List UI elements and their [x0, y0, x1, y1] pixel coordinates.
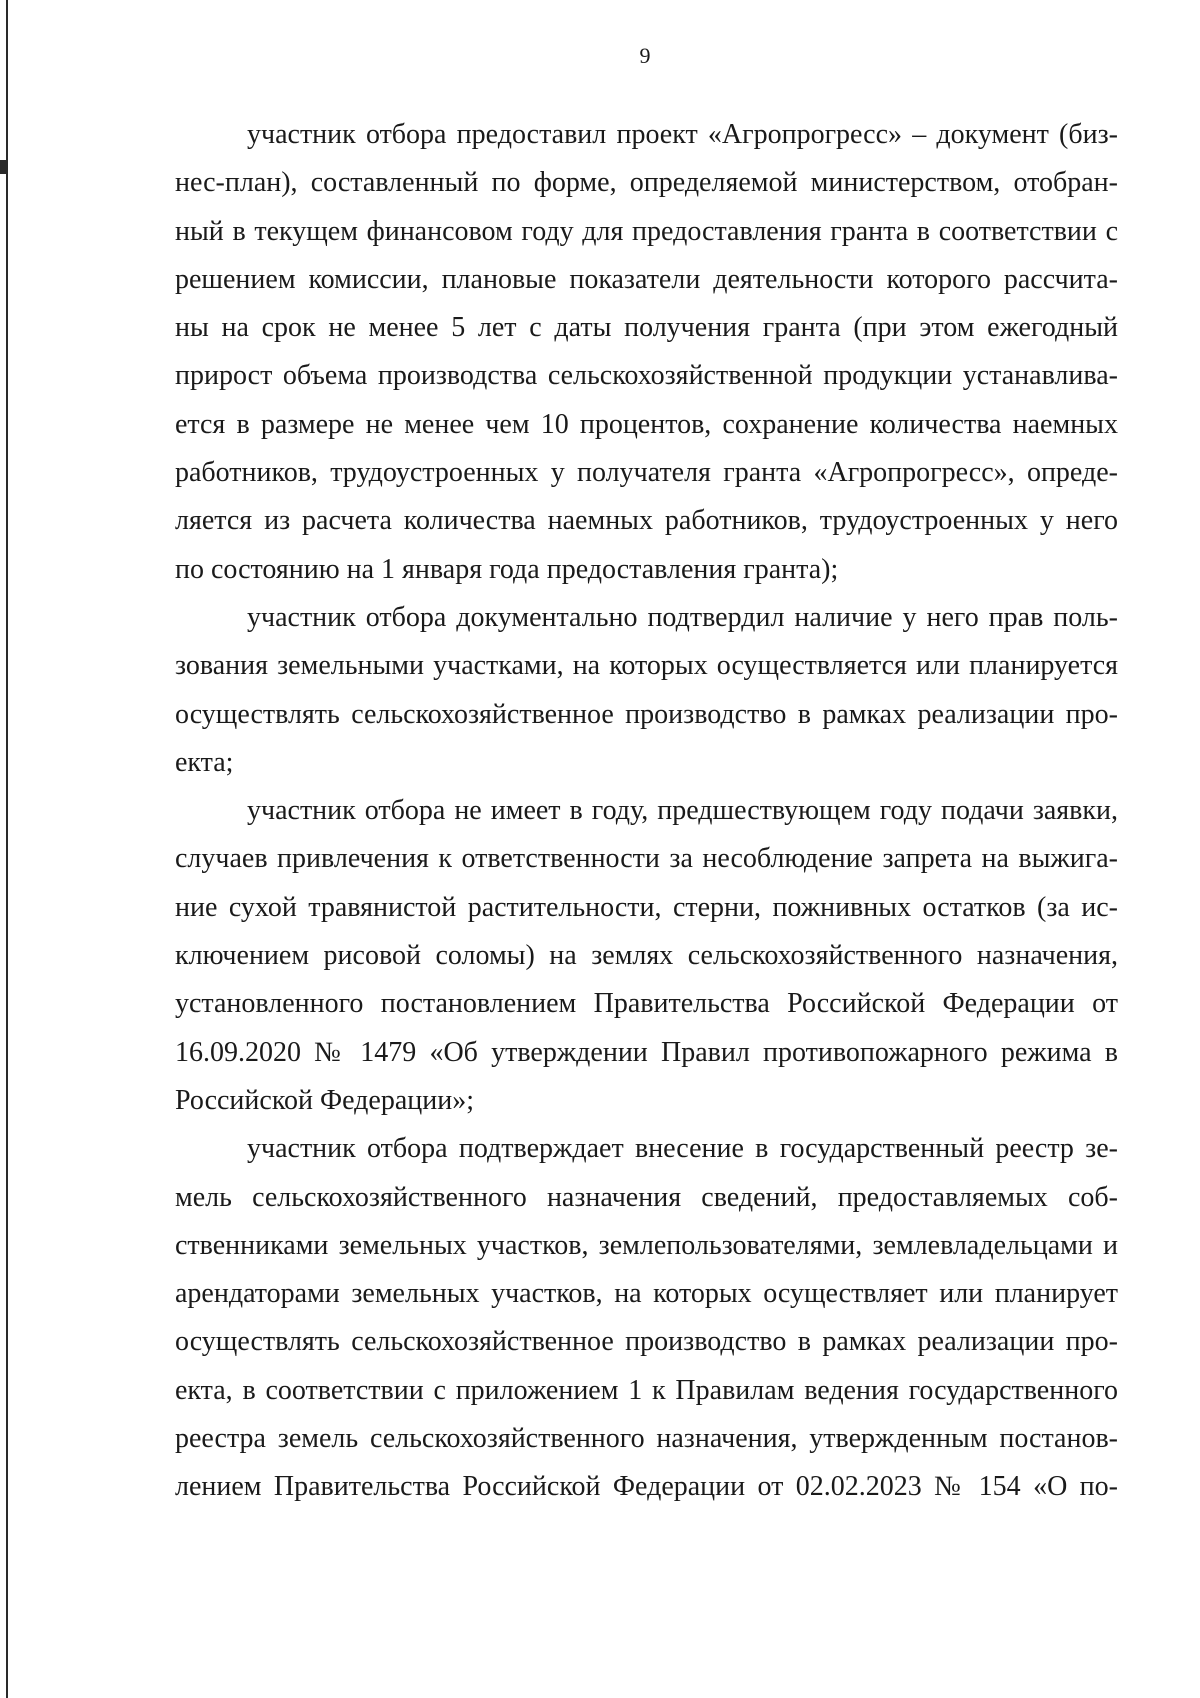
text-line: екта; — [175, 746, 234, 778]
text-line: ется в размере не менее чем 10 процентов, сохранение количества наемных — [175, 408, 1118, 440]
text-line: арендаторами земельных участков, на которых осуществляет или планирует — [175, 1278, 1118, 1310]
text-line: зования земельными участками, на которых осуществляется или планируется — [175, 650, 1118, 682]
text-line: участник отбора не имеет в году, предшествующем году подачи заявки, — [247, 795, 1118, 827]
text-line: решением комиссии, плановые показатели деятельности которого рассчита- — [175, 263, 1118, 295]
text-line: участник отбора подтверждает внесение в государственный реестр зе- — [247, 1133, 1118, 1165]
scan-left-edge — [6, 0, 8, 1698]
text-line: осуществлять сельскохозяйственное производство в рамках реализации про- — [175, 1326, 1118, 1358]
text-line: работников, трудоустроенных у получателя гранта «Агропрогресс», опреде- — [175, 457, 1118, 489]
text-line: ние сухой травянистой растительности, стерни, пожнивных остатков (за ис- — [175, 891, 1118, 923]
text-line: мель сельскохозяйственного назначения сведений, предоставляемых соб- — [175, 1181, 1118, 1213]
paragraph-fire-safety — [175, 787, 1118, 1125]
text-line: ляется из расчета количества наемных работников, трудоустроенных у него — [175, 505, 1118, 537]
body-text — [175, 111, 1118, 1512]
paragraph-grant-project — [175, 111, 1118, 594]
text-line: екта, в соответствии с приложением 1 к Правилам ведения государственного — [175, 1374, 1118, 1406]
text-line: ный в текущем финансовом году для предоставления гранта в соответствии с — [175, 215, 1118, 247]
text-line: ключением рисовой соломы) на землях сельскохозяйственного назначения, — [175, 940, 1118, 972]
page-number: 9 — [639, 43, 651, 68]
paragraph-land-rights — [175, 594, 1118, 787]
scan-edge-notch — [0, 160, 6, 174]
text-line: нес-план), составленный по форме, определяемой министерством, отобран- — [175, 167, 1118, 199]
text-line: лением Правительства Российской Федерации от 02.02.2023 № 154 «О по- — [175, 1471, 1118, 1503]
text-line: участник отбора документально подтвердил наличие у него прав поль- — [247, 601, 1118, 633]
text-line: осуществлять сельскохозяйственное производство в рамках реализации про- — [175, 698, 1118, 730]
text-line: случаев привлечения к ответственности за несоблюдение запрета на выжига- — [175, 843, 1118, 875]
text-line: прирост объема производства сельскохозяйственной продукции устанавлива- — [175, 360, 1118, 392]
text-line: ственниками земельных участков, землепользователями, землевладельцами и — [175, 1229, 1118, 1261]
text-line: реестра земель сельскохозяйственного назначения, утвержденным постанов- — [175, 1423, 1118, 1455]
text-line: 16.09.2020 № 1479 «Об утверждении Правил противопожарного режима в — [175, 1036, 1118, 1068]
text-line: по состоянию на 1 января года предоставления гранта); — [175, 553, 839, 585]
paragraph-land-registry — [175, 1125, 1118, 1511]
text-line: Российской Федерации»; — [175, 1084, 475, 1116]
text-line: ны на срок не менее 5 лет с даты получения гранта (при этом ежегодный — [175, 312, 1118, 344]
text-line: установленного постановлением Правительства Российской Федерации от — [175, 988, 1118, 1020]
text-line: участник отбора предоставил проект «Агропрогресс» – документ (биз- — [247, 119, 1118, 150]
